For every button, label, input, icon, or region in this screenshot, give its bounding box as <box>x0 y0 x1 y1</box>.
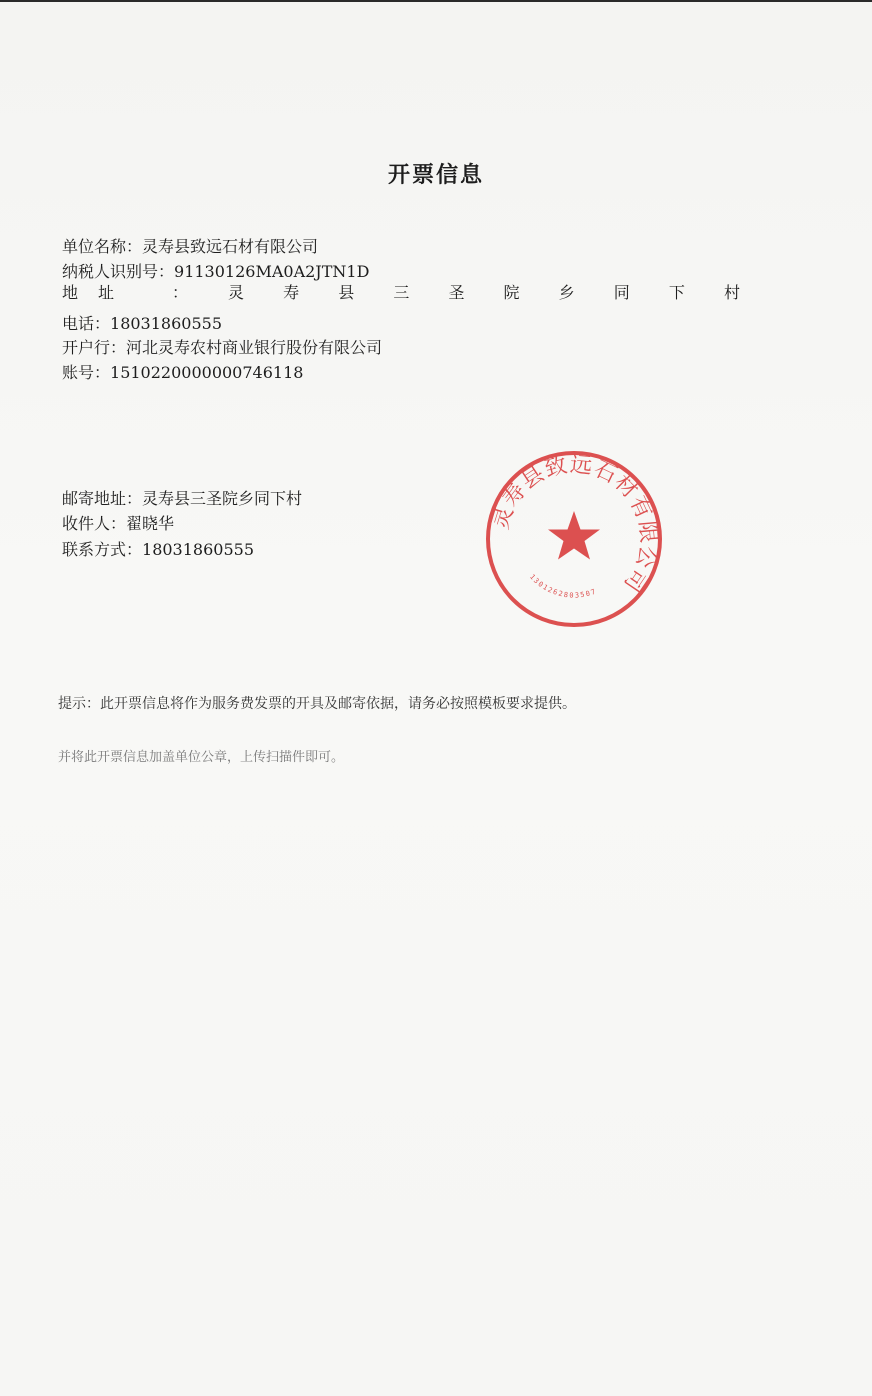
recipient-row <box>62 513 174 535</box>
mail-address-label: 邮寄地址： <box>62 489 143 508</box>
address-char: 下 <box>668 283 685 302</box>
mail-address-value: 灵寿县三圣院乡同下村 <box>142 489 303 508</box>
contact-row <box>62 539 254 561</box>
phone-value: 18031860555 <box>110 314 222 333</box>
scan-edge <box>0 0 872 2</box>
seal-number-text <box>528 573 598 600</box>
tax-id-value: 91130126MA0A2JTN1D <box>174 262 370 281</box>
company-name-label: 单位名称： <box>62 237 143 256</box>
bank-value: 河北灵寿农村商业银行股份有限公司 <box>126 338 383 357</box>
bank-label: 开户行： <box>62 338 127 357</box>
account-label: 账号： <box>62 363 111 382</box>
recipient-label: 收件人： <box>62 514 127 533</box>
phone-label: 电话： <box>62 314 111 333</box>
mail-address-row <box>62 488 302 510</box>
company-seal <box>484 449 664 629</box>
account-value: 1510220000000746118 <box>110 363 304 382</box>
address-char: 三 <box>393 283 410 302</box>
address-value <box>228 282 740 304</box>
address-colon: ： <box>172 283 189 302</box>
phone-row <box>62 313 222 335</box>
address-char: 乡 <box>558 283 575 302</box>
tip-note: 提示：此开票信息将作为服务费发票的开具及邮寄依据，请务必按照模板要求提供。 <box>58 696 576 712</box>
seal-text: 灵寿县致远石材有限公司 <box>488 452 661 597</box>
bank-row <box>62 337 382 359</box>
recipient-value: 翟晓华 <box>126 514 175 533</box>
account-row <box>62 362 303 384</box>
contact-label: 联系方式： <box>62 540 143 559</box>
address-label: 地址 <box>62 283 135 302</box>
address-char: 灵 <box>228 283 245 302</box>
address-char: 同 <box>613 283 630 302</box>
star-icon <box>548 511 600 560</box>
company-name-row <box>62 236 318 258</box>
company-name-value: 灵寿县致远石材有限公司 <box>142 237 319 256</box>
address-row <box>62 282 742 304</box>
address-char: 县 <box>338 283 355 302</box>
tax-id-row <box>62 261 369 283</box>
page-title: 开票信息 <box>387 163 484 188</box>
contact-value: 18031860555 <box>142 540 254 559</box>
tax-id-label: 纳税人识别号： <box>62 262 175 281</box>
address-char: 圣 <box>448 283 465 302</box>
address-char: 院 <box>503 283 520 302</box>
seal-number: 1301262803507 <box>528 572 598 600</box>
stamp-note: 并将此开票信息加盖单位公章，上传扫描件即可。 <box>58 750 345 765</box>
address-char: 寿 <box>283 283 300 302</box>
address-char: 村 <box>723 283 740 302</box>
